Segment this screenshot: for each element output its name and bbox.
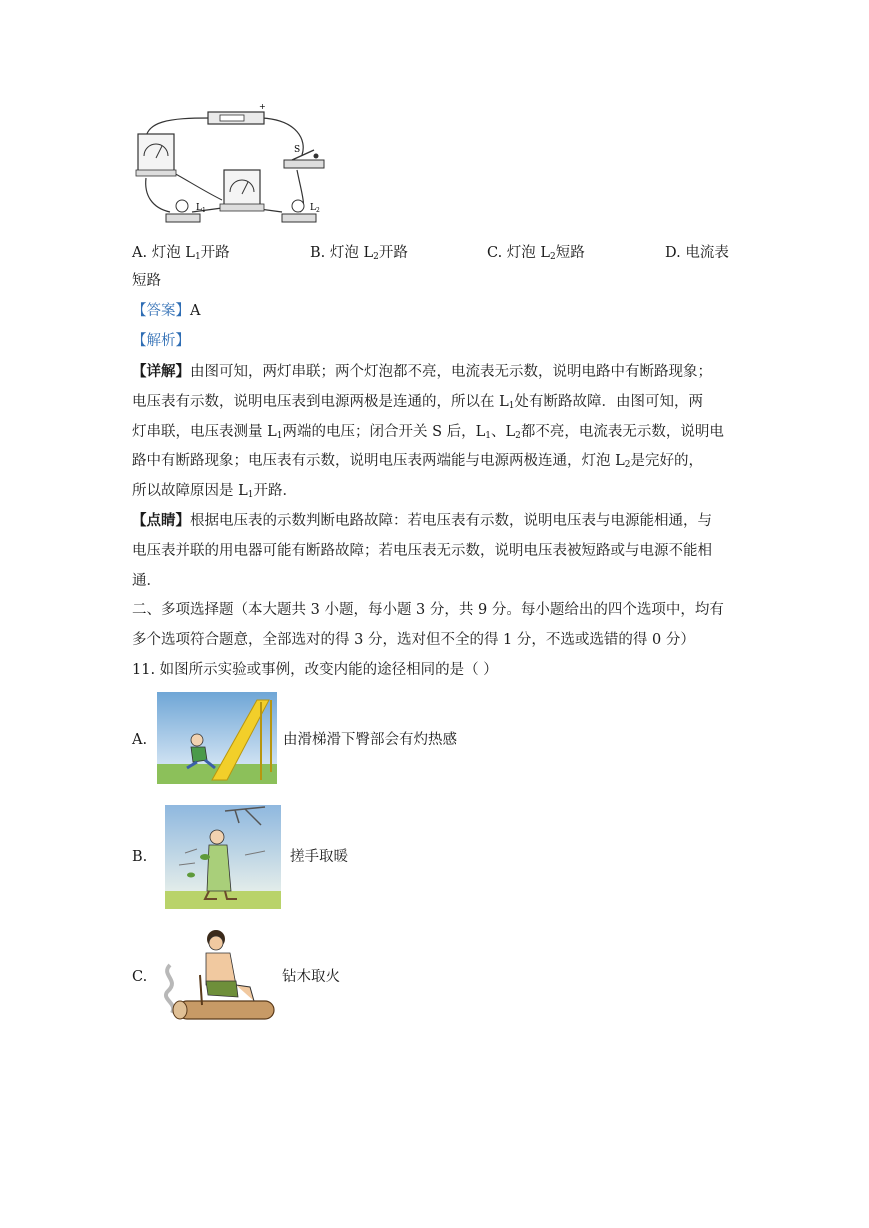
choice-a-text: 由滑梯滑下臀部会有灼热感 [283,732,457,748]
analysis-tag: 【解析】 [132,333,190,349]
ammeter-icon [220,170,264,211]
rubbing-hands-picture [165,805,281,909]
detail-line-3: 灯串联，电压表测量 $L_1$两端的电压；闭合开关 S 后，$L_1$、$L_2$都不亮，电流表无示数，说明电 [132,424,724,441]
answer-line: 【答案】A [132,303,201,319]
bulb-l2-icon [282,200,320,222]
svg-text:+: + [259,102,266,111]
choice-c-letter: C. [132,969,148,985]
choice-c-text: 钻木取火 [282,969,340,985]
drilling-wood-picture [150,925,276,1025]
detail-line-4: 路中有断路现象；电压表有示数，说明电压表两端能与电源两极连通，灯泡 $L_2$是完好的， [132,453,703,470]
option-b: B. 灯泡 $L_2$开路 [310,245,408,262]
svg-text:S: S [294,145,301,155]
bulb-l1-icon [166,200,206,222]
detail-line-5: 所以故障原因是 $L_1$开路． [132,483,297,500]
option-a: A. 灯泡 $L_1$开路 [132,245,230,262]
choice-b-text: 搓手取暖 [290,849,348,865]
choice-a-letter: A. [132,732,148,748]
svg-text:L: L [310,203,316,213]
circuit-diagram [132,100,328,232]
detail-line-1: 【详解】由图可知，两灯串联；两个灯泡都不亮，电流表无示数，说明电路中有断路现象； [132,363,712,380]
voltmeter-icon [136,134,176,176]
section-heading-line-1: 二、多项选择题（本大题共 3 小题，每小题 3 分，共 9 分。每小题给出的四个选项中，均有 [132,602,724,618]
choice-b-letter: B. [132,849,148,865]
section-heading-line-2: 多个选项符合题意，全部选对的得 3 分，选对但不全的得 1 分，不选或选错的得 0 分） [132,632,695,648]
switch-icon [284,145,324,168]
option-d: D. 电流表 [665,245,729,261]
option-d-continued: 短路 [132,273,161,289]
question-11-stem: 11. 如图所示实验或事例，改变内能的途径相同的是（ ） [132,662,498,678]
tip-line-3: 通． [132,573,161,589]
svg-text:2: 2 [316,207,320,214]
battery-icon [208,102,266,124]
tip-line-1: 【点睛】根据电压表的示数判断电路故障：若电压表有示数，说明电压表与电源能相通，与 [132,512,712,529]
svg-text:L: L [196,203,202,213]
detail-line-2: 电压表有示数，说明电压表到电源两极是连通的，所以在 $L_1$处有断路故障．由图可知，两 [132,394,703,411]
option-c: C. 灯泡 $L_2$短路 [487,245,585,262]
slide-picture [157,692,277,784]
tip-line-2: 电压表并联的用电器可能有断路故障；若电压表无示数，说明电压表被短路或与电源不能相 [132,543,712,559]
svg-text:1: 1 [202,207,206,214]
